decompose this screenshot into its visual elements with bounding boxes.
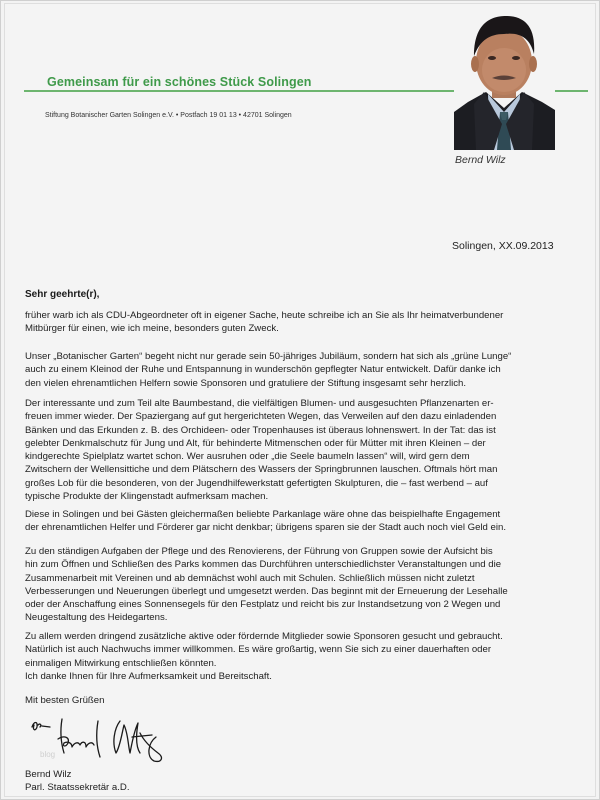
- text-line: Mitbürger für einen, wie ich meine, besonders guten Zweck.: [25, 323, 279, 335]
- signer-title: Parl. Staatssekretär a.D.: [25, 782, 130, 793]
- text-line: Zu den ständigen Aufgaben der Pflege und des Renovierens, der Führung von Gruppen sowie der Aufsicht bis: [25, 546, 493, 557]
- portrait-photo-icon: [454, 12, 555, 150]
- text-line: Diese in Solingen und bei Gästen gleichermaßen beliebte Parkanlage wäre ohne das beispielhafte Engagement: [25, 509, 501, 520]
- text-line: gelebter Denkmalschutz für Jung und Alt, für behinderte Mitmenschen oder für Mütter mit ihren Kleinen – der: [25, 437, 486, 449]
- letter-date: Solingen, XX.09.2013: [452, 240, 554, 252]
- letterhead-rule-right: [555, 90, 588, 92]
- salutation: Sehr geehrte(r),: [25, 289, 100, 300]
- signature-icon: [28, 713, 178, 768]
- paragraph-5: [25, 545, 585, 625]
- paragraph-3: [25, 397, 585, 503]
- text-line: Der interessante und zum Teil alte Baumbestand, die vielfältigen Blumen- und ausgesuchten Pflanzenarten er-: [25, 398, 494, 409]
- paragraph-4: [25, 508, 585, 535]
- paragraph-6: [25, 630, 585, 683]
- photo-caption: Bernd Wilz: [455, 154, 506, 166]
- text-line: hin zum Öffnen und Schließen des Parks kommen das Durchführen unterschiedlichster Veranstaltungen und die: [25, 559, 502, 571]
- letterhead-slogan: Gemeinsam für ein schönes Stück Solingen: [47, 75, 312, 89]
- text-line: kindgerechte Spielplatz wartet schon. Wer ausruhen oder „die Seele baumeln lassen“ will, wird gern dem: [25, 451, 470, 463]
- text-line: der ehrenamtlichen Helfer und Förderer gar nicht denkbar; übrigens sparen sie der Stadt auch noch viel Geld ein.: [25, 522, 507, 534]
- text-line: früher warb ich als CDU-Abgeordneter oft in eigener Sache, heute schreibe ich an Sie als Ihr heimatverbundener: [25, 310, 504, 321]
- text-line: Zu allem werden dringend zusätzliche aktive oder fördernde Mitglieder sowie Sponsoren gesucht und gebraucht.: [25, 631, 503, 642]
- text-line: Natürlich ist auch Nachwuchs immer willkommen. Es wäre großartig, wenn Sie sich zu einer dauerhaften oder: [25, 644, 492, 656]
- text-line: Neugestaltung des Heidegartens.: [25, 612, 168, 624]
- text-line: oder der Anschaffung eines Sonnensegels für den Festplatz und reicht bis zur Instandsetzung von 2 Wegen und: [25, 599, 501, 611]
- text-line: Zusammenarbeit mit Vereinen und ab demnächst wohl auch mit Schulen. Schließlich müssen nicht zuletzt: [25, 572, 475, 584]
- watermark-text: blog: [40, 750, 56, 759]
- signer-name: Bernd Wilz: [25, 769, 72, 780]
- text-line: Bänken und das Erkunden z. B. des Orchideen- oder Tropenhauses ist überaus lohnenswert. In der Tat: das ist: [25, 424, 496, 436]
- sender-address-line: Stiftung Botanischer Garten Solingen e.V. • Postfach 19 01 13 • 42701 Solingen: [45, 112, 292, 119]
- portrait-photo: [454, 12, 555, 150]
- text-line: Zwitschern der Wellensittiche und dem Plätschern des Wassers der Springbrunnen lauschen. Oftmals hört man: [25, 464, 498, 476]
- text-line: einmaligen Mitwirkung entschließen könnten.: [25, 657, 217, 669]
- letterhead-rule-left: [24, 90, 454, 92]
- text-line: Ich danke Ihnen für Ihre Aufmerksamkeit und Bereitschaft.: [25, 670, 272, 682]
- paragraph-1: [25, 309, 585, 336]
- text-line: großes Lob für die besonderen, von der Jugendhilfewerkstatt gefertigten Skulpturen, die – fast werbend – auf: [25, 477, 488, 489]
- text-line: typische Produkte der Klingenstadt aufmerksam machen.: [25, 491, 269, 503]
- text-line: den vielen ehrenamtlichen Helfern sowie Sponsoren und gratuliere der Stiftung insgesamt sehr herzlich.: [25, 377, 467, 389]
- text-line: Unser „Botanischer Garten“ begeht nicht nur gerade sein 50-jähriges Jubiläum, sondern hat sich als „grüne Lunge“: [25, 351, 512, 362]
- handwritten-signature: [28, 713, 178, 768]
- text-line: auch zu einem Kleinod der Ruhe und Entspannung in wunderschön gepflegter Natur entwickelt. Dafür danke ich: [25, 364, 501, 376]
- text-line: Verbesserungen und Neuerungen überlegt und umgesetzt werden. Das beginnt mit der Erneuerung der Lesehalle: [25, 585, 508, 597]
- text-line: freuen immer wieder. Der Spaziergang auf gut hergerichteten Wegen, das Verweilen auf den dazu einladenden: [25, 411, 497, 423]
- paragraph-2: [25, 350, 585, 390]
- closing-phrase: Mit besten Grüßen: [25, 695, 105, 706]
